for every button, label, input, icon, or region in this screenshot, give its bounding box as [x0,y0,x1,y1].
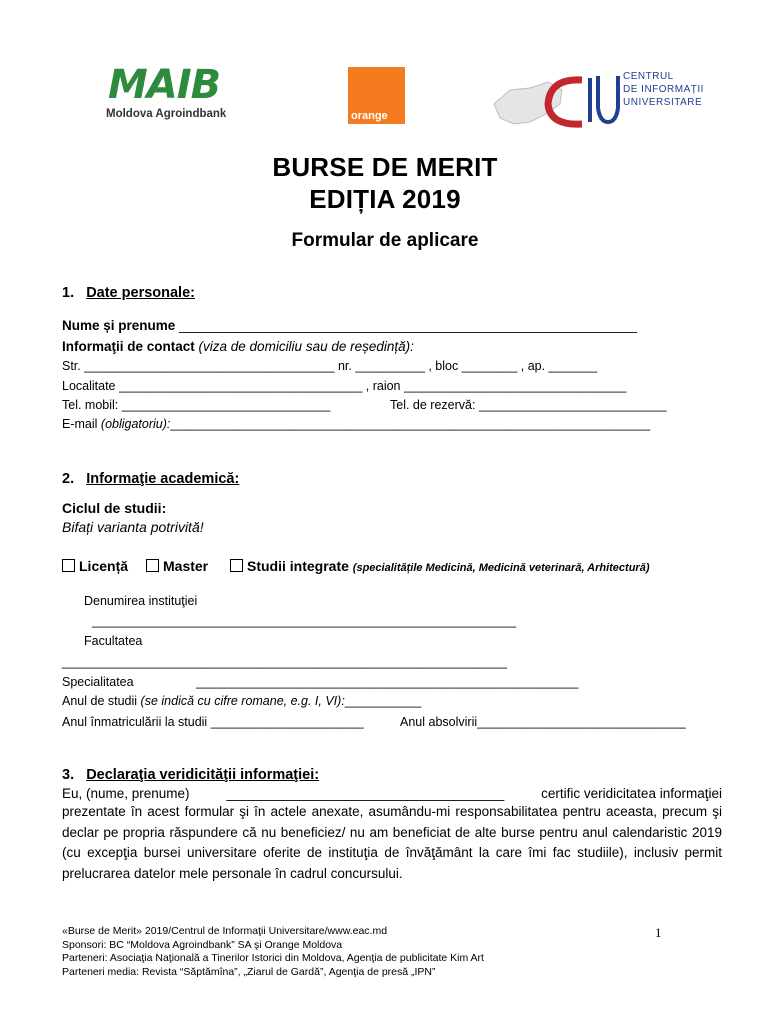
ciu-name [623,70,704,109]
faculty-blank[interactable]: ________________________________________________________________ [62,655,507,669]
specialty-blank[interactable]: _______________________________________________________ [196,675,579,689]
ciu-name-line-1: CENTRUL [623,71,674,82]
institution-label: Denumirea instituţiei [84,594,198,608]
section-1-heading: 1. Date personale: [62,285,195,301]
orange-logo-text: orange [351,110,388,122]
ciu-name-line-2: DE INFORMAȚII [623,84,704,95]
maib-logo [104,62,244,126]
ciu-letter-u [598,76,618,122]
declaration-first-line[interactable]: Eu, (nume, prenume) _____________________________________ certific veridicitatea informaţiei [62,786,722,801]
section-3-heading: 3. Declaraţia veridicităţii informaţiei: [62,767,320,783]
integrated-note: (specialitățile Medicină, Medicină veterinară, Arhitectură) [352,562,650,574]
integrated-checkbox[interactable] [230,559,243,572]
study-year-field[interactable]: Anul de studii (se indică cu cifre romane, e.g. I, VI):___________ [62,694,422,708]
faculty-label: Facultatea [84,634,143,648]
document-title-line-1: BURSE DE MERIT [272,152,498,182]
street-field[interactable]: Str. ____________________________________ nr. __________ , bloc ________ , ap. _______ [62,359,598,373]
cycle-option-licenta[interactable]: Licență [62,558,128,574]
graduation-year-field[interactable]: Anul absolvirii______________________________ [400,715,686,729]
cycle-option-master[interactable]: Master [146,558,208,574]
footer-line-2: Sponsori: BC “Moldova Agroindbank” SA şi Orange Moldova [62,938,343,951]
name-label: Nume și prenume [62,318,176,333]
locality-field[interactable]: Localitate ___________________________________ , raion ________________________________ [62,379,627,393]
name-field[interactable] [62,318,637,333]
study-cycle-label: Ciclul de studii: [62,500,167,516]
page-number: 1 [655,925,662,940]
maib-logo-subtitle: Moldova Agroindbank [106,108,227,120]
backup-phone-field[interactable]: Tel. de rezervă: ___________________________ [390,398,667,412]
section-2-heading: 2. Informaţie academică: [62,471,240,487]
footer-line-1: «Burse de Merit» 2019/Centrul de Informaţii Universitare/www.eac.md [62,925,388,937]
licenta-checkbox[interactable] [62,559,75,572]
contact-info-heading: Informaţii de contact (viza de domiciliu sau de reședință): [62,339,414,354]
name-blank[interactable]: _____________________________________________________________ [179,318,638,333]
study-cycle-hint: Bifați varianta potrivită! [62,519,204,535]
footer-line-3: Parteneri: Asociaţia Naţională a Tinerilor Istorici din Moldova, Agenţia de publicitate Kim Art [62,952,484,964]
document-title-line-2: EDIȚIA 2019 [309,184,461,214]
declaration-body: prezentate în acest formular şi în actele anexate, asumându-mi responsabilitatea pentru aceasta, precum şi declar pe propria răspundere că nu beneficiez/ nu am beneficiat de alte burse pentru anul calendaristic 2019 (cu excepţia bursei universitare oferite de instituţia de învăţământ la care îmi fac studiile), inclusiv permit prelucrarea datelor mele personale în cadrul concursului. [62,804,722,881]
form-title: Formular de aplicare [291,230,479,251]
enrollment-year-field[interactable]: Anul înmatriculării la studii ______________________ [62,715,364,729]
orange-logo [348,67,405,124]
maib-logo-text: MAIB [108,62,221,108]
institution-blank[interactable]: _____________________________________________________________ [92,614,517,628]
declaration-name-blank[interactable]: _____________________________________ [226,786,505,801]
ciu-name-line-3: UNIVERSITARE [623,97,703,108]
email-field[interactable]: E-mail (obligatoriu):_____________________________________________________________________ [62,417,651,431]
mobile-phone-field[interactable]: Tel. mobil: ______________________________ [62,398,331,412]
ciu-logo [490,64,705,132]
cycle-option-integrated[interactable]: Studii integrate (specialitățile Medicină, Medicină veterinară, Arhitectură) [230,558,650,574]
ciu-logo-graphic [490,64,620,132]
specialty-label: Specialitatea [62,675,134,689]
master-checkbox[interactable] [146,559,159,572]
footer [62,925,484,979]
footer-line-4: Parteneri media: Revista “Săptămîna”, „Ziarul de Gardă”, Agenţia de presă „IPN” [62,965,436,978]
